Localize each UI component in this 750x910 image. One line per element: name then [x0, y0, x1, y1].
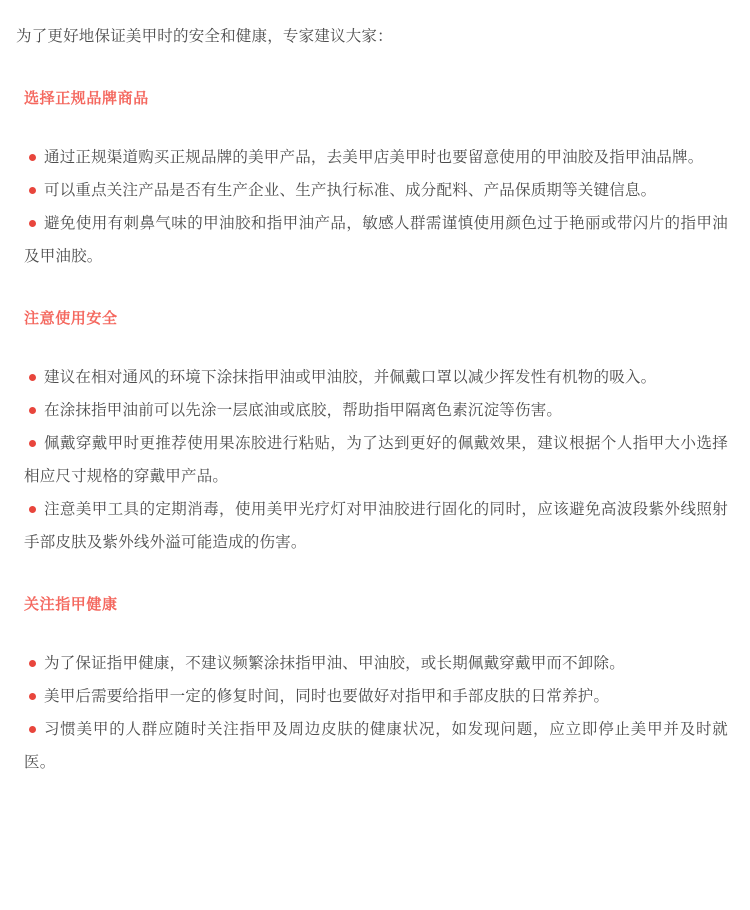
- bullet-list-item: [16, 394, 728, 427]
- bullet-list-item: [16, 647, 728, 680]
- bullet-text: 可以重点关注产品是否有生产企业、生产执行标准、成分配料、产品保质期等关键信息。: [44, 182, 657, 199]
- section-spacer-bottom: [16, 617, 728, 647]
- intro-paragraph: 为了更好地保证美甲时的安全和健康，专家建议大家：: [16, 28, 393, 45]
- bullet-list-item: [16, 493, 728, 559]
- bullet-text: 佩戴穿戴甲时更推荐使用果冻胶进行粘贴，为了达到更好的佩戴效果，建议根据个人指甲大小选择相应尺寸规格的穿戴甲产品。: [24, 435, 728, 485]
- bullet-list-item: [16, 427, 728, 493]
- bullet-dot-icon: [29, 440, 36, 447]
- bullet-dot-icon: [29, 726, 36, 733]
- section-heading: 注意使用安全: [24, 310, 118, 327]
- section-spacer-bottom: [16, 111, 728, 141]
- bullet-list-item: [16, 361, 728, 394]
- sections-container: [16, 53, 728, 779]
- bullet-text: 美甲后需要给指甲一定的修复时间，同时也要做好对指甲和手部皮肤的日常养护。: [44, 688, 610, 705]
- bullet-list: [16, 361, 728, 559]
- content-section: [16, 593, 728, 779]
- bullet-text: 通过正规渠道购买正规品牌的美甲产品，去美甲店美甲时也要留意使用的甲油胶及指甲油品牌。: [44, 149, 704, 166]
- bullet-dot-icon: [29, 660, 36, 667]
- bullet-dot-icon: [29, 374, 36, 381]
- bullet-text: 习惯美甲的人群应随时关注指甲及周边皮肤的健康状况，如发现问题，应立即停止美甲并及时就医。: [24, 721, 728, 771]
- bullet-list-item: [16, 141, 728, 174]
- section-spacer-top: [16, 53, 728, 87]
- bullet-text: 避免使用有刺鼻气味的甲油胶和指甲油产品，敏感人群需谨慎使用颜色过于艳丽或带闪片的指甲油及甲油胶。: [24, 215, 728, 265]
- bullet-text: 建议在相对通风的环境下涂抹指甲油或甲油胶，并佩戴口罩以减少挥发性有机物的吸入。: [44, 369, 657, 386]
- bullet-text: 为了保证指甲健康，不建议频繁涂抹指甲油、甲油胶，或长期佩戴穿戴甲而不卸除。: [44, 655, 625, 672]
- section-spacer-bottom: [16, 331, 728, 361]
- bullet-text: 注意美甲工具的定期消毒，使用美甲光疗灯对甲油胶进行固化的同时，应该避免高波段紫外线照射手部皮肤及紫外线外溢可能造成的伤害。: [24, 501, 728, 551]
- bullet-list-item: [16, 174, 728, 207]
- bullet-list: [16, 647, 728, 779]
- section-spacer-top: [16, 559, 728, 593]
- bullet-dot-icon: [29, 154, 36, 161]
- bullet-list-item: [16, 207, 728, 273]
- bullet-dot-icon: [29, 506, 36, 513]
- section-heading: 选择正规品牌商品: [24, 90, 149, 107]
- bullet-dot-icon: [29, 220, 36, 227]
- section-spacer-top: [16, 273, 728, 307]
- bullet-list-item: [16, 680, 728, 713]
- content-section: [16, 87, 728, 273]
- bullet-dot-icon: [29, 187, 36, 194]
- bullet-text: 在涂抹指甲油前可以先涂一层底油或底胶，帮助指甲隔离色素沉淀等伤害。: [44, 402, 563, 419]
- section-heading: 关注指甲健康: [24, 596, 118, 613]
- bullet-list: [16, 141, 728, 273]
- bullet-list-item: [16, 713, 728, 779]
- content-section: [16, 307, 728, 559]
- bullet-dot-icon: [29, 693, 36, 700]
- bullet-dot-icon: [29, 407, 36, 414]
